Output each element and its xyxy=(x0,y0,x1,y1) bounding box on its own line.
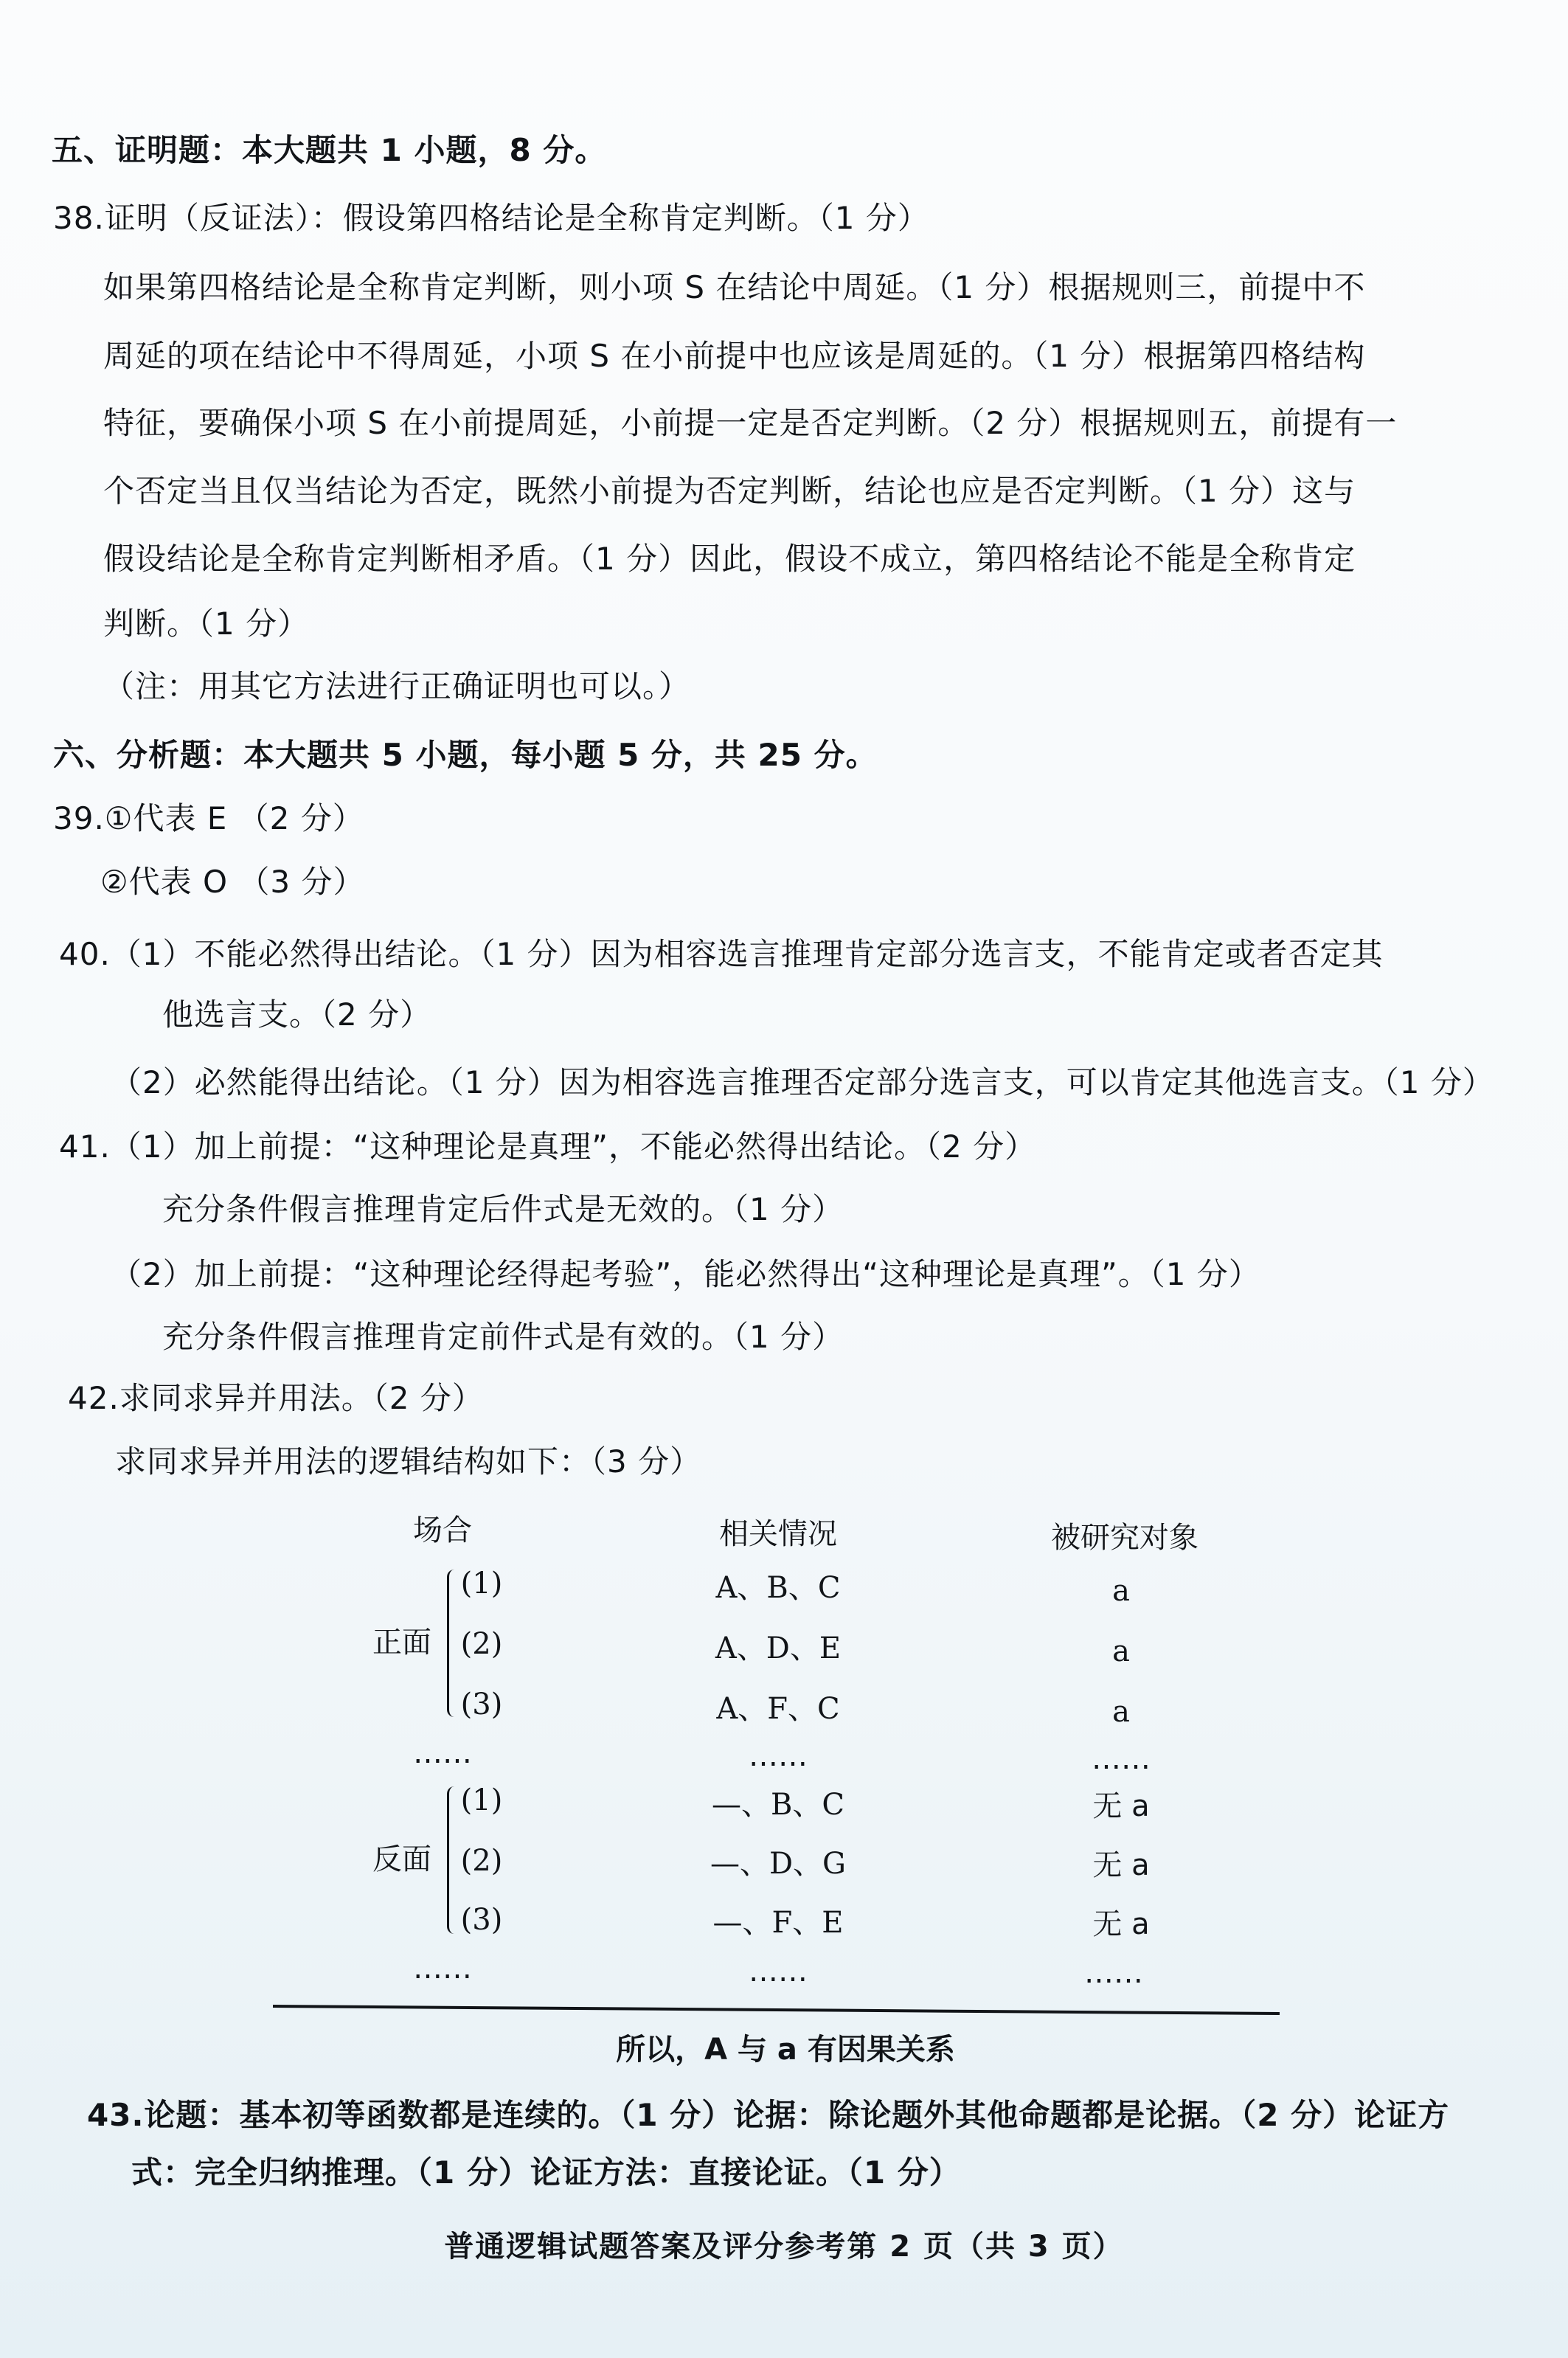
q38-line-3: 周延的项在结论中不得周延，小项 S 在小前提中也应该是周延的。（1 分）根据第四格结构 xyxy=(103,338,1366,374)
positive-object-3: a xyxy=(1112,1695,1130,1729)
negative-group-label: 反面 xyxy=(372,1842,431,1876)
positive-ellipsis-factors: …… xyxy=(749,1739,808,1773)
q41-line-3: （2）加上前提：“这种理论经得起考验”，能必然得出“这种理论是真理”。（1 分） xyxy=(111,1256,1260,1292)
q43-line-2: 式：完全归纳推理。（1 分）论证方法：直接论证。（1 分） xyxy=(131,2154,961,2191)
positive-factors-1: A、B、C xyxy=(715,1571,841,1605)
negative-object-3: 无 a xyxy=(1092,1907,1150,1941)
negative-ellipsis-object: …… xyxy=(1084,1956,1143,1990)
q38-line-1: 38.证明（反证法）：假设第四格结论是全称肯定判断。（1 分） xyxy=(53,200,929,236)
page-footer: 普通逻辑试题答案及评分参考第 2 页（共 3 页） xyxy=(444,2230,1124,2264)
positive-case-3: (3) xyxy=(460,1688,503,1721)
table-conclusion: 所以，A 与 a 有因果关系 xyxy=(616,2033,955,2067)
q40-line-1: 40.（1）不能必然得出结论。（1 分）因为相容选言推理肯定部分选言支，不能肯定或者否定其 xyxy=(59,936,1384,972)
negative-ellipsis-factors: …… xyxy=(749,1955,808,1988)
q41-line-1: 41.（1）加上前提：“这种理论是真理”，不能必然得出结论。（2 分） xyxy=(59,1128,1037,1165)
q38-line-2: 如果第四格结论是全称肯定判断，则小项 S 在结论中周延。（1 分）根据规则三，前提中不 xyxy=(103,269,1366,305)
negative-factors-2: —、D、G xyxy=(710,1847,847,1881)
q40-line-2: 他选言支。（2 分） xyxy=(162,996,432,1033)
negative-case-1: (1) xyxy=(460,1783,503,1817)
q38-line-7: 判断。（1 分） xyxy=(103,606,310,642)
q42-line-2: 求同求异并用法的逻辑结构如下：（3 分） xyxy=(115,1443,702,1480)
negative-object-2: 无 a xyxy=(1092,1848,1150,1882)
negative-factors-3: —、F、E xyxy=(712,1906,844,1940)
positive-ellipsis-case: …… xyxy=(413,1736,472,1770)
section-5-heading: 五、证明题：本大题共 1 小题，8 分。 xyxy=(52,132,607,168)
q42-line-1: 42.求同求异并用法。（2 分） xyxy=(68,1380,484,1416)
negative-object-1: 无 a xyxy=(1092,1789,1150,1823)
q38-line-4: 特征，要确保小项 S 在小前提周延，小前提一定是否定判断。（2 分）根据规则五，前提有一 xyxy=(103,405,1398,441)
table-header-factors: 相关情况 xyxy=(719,1517,837,1551)
q38-note: （注：用其它方法进行正确证明也可以。） xyxy=(103,668,691,704)
q38-line-5: 个否定当且仅当结论为否定，既然小前提为否定判断，结论也应是否定判断。（1 分）这与 xyxy=(103,473,1356,509)
positive-object-1: a xyxy=(1112,1574,1130,1608)
q40-line-3: （2）必然能得出结论。（1 分）因为相容选言推理否定部分选言支，可以肯定其他选言支。（1 分） xyxy=(111,1064,1494,1100)
negative-ellipsis-case: …… xyxy=(413,1952,472,1986)
positive-group-label: 正面 xyxy=(372,1626,431,1660)
positive-ellipsis-object: …… xyxy=(1092,1742,1151,1776)
positive-factors-3: A、F、C xyxy=(716,1692,840,1726)
q43-line-1: 43.论题：基本初等函数都是连续的。（1 分）论据：除论题外其他命题都是论据。（2 分）论证方 xyxy=(87,2097,1450,2133)
positive-case-2: (2) xyxy=(460,1627,503,1661)
table-header-case: 场合 xyxy=(413,1513,472,1547)
table-header-object: 被研究对象 xyxy=(1051,1521,1198,1555)
negative-case-3: (3) xyxy=(460,1903,503,1937)
negative-factors-1: —、B、C xyxy=(712,1788,844,1822)
q38-line-6: 假设结论是全称肯定判断相矛盾。（1 分）因此，假设不成立，第四格结论不能是全称肯定 xyxy=(103,541,1356,577)
positive-factors-2: A、D、E xyxy=(715,1631,842,1665)
section-6-heading: 六、分析题：本大题共 5 小题，每小题 5 分，共 25 分。 xyxy=(53,737,878,773)
positive-case-1: (1) xyxy=(460,1567,503,1601)
q39-line-1: 39.①代表 E （2 分） xyxy=(53,800,364,836)
positive-brace-icon xyxy=(353,1570,363,1717)
q41-line-2: 充分条件假言推理肯定后件式是无效的。（1 分） xyxy=(162,1191,844,1227)
conclusion-divider xyxy=(273,2005,1280,2015)
negative-case-2: (2) xyxy=(460,1844,503,1878)
q41-line-4: 充分条件假言推理肯定前件式是有效的。（1 分） xyxy=(162,1319,844,1355)
q39-line-2: ②代表 O （3 分） xyxy=(100,864,365,900)
positive-object-2: a xyxy=(1112,1634,1130,1668)
